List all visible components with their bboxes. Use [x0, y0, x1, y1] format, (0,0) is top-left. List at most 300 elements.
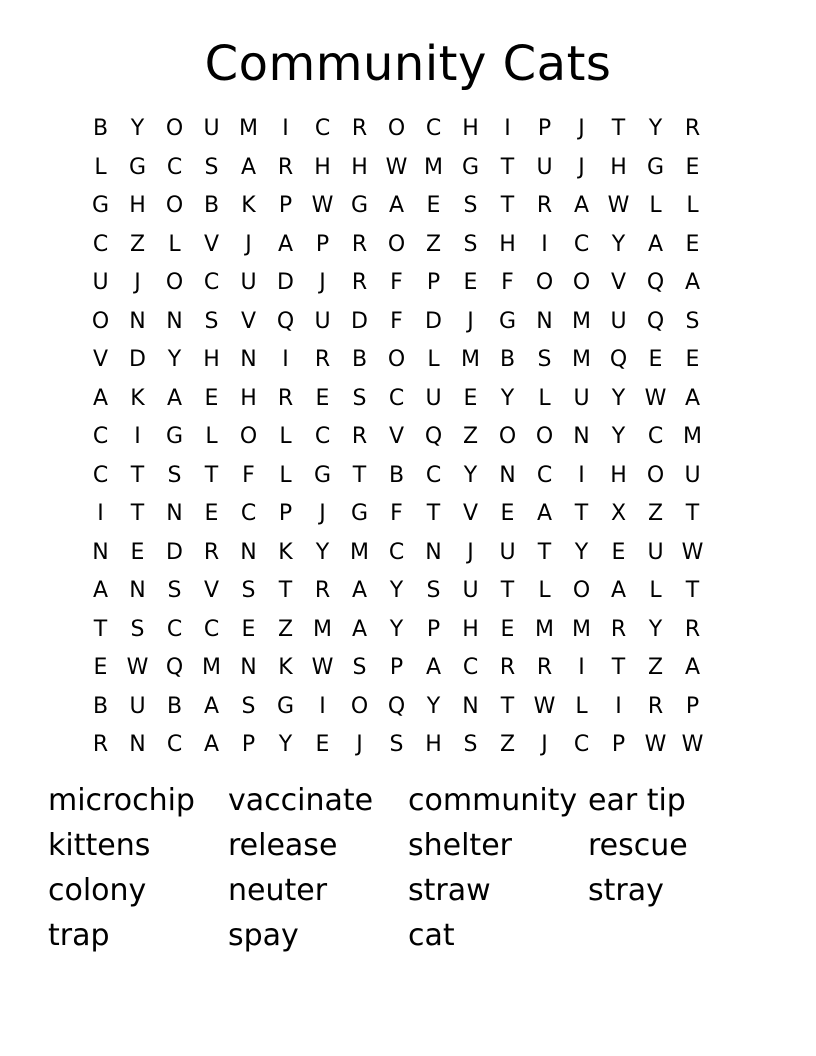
grid-letter: L	[686, 193, 699, 219]
grid-letter: W	[311, 655, 334, 681]
word-list-item: cat	[408, 918, 455, 953]
grid-letter: U	[314, 308, 331, 334]
grid-letter: S	[426, 578, 441, 604]
grid-letter: R	[277, 154, 294, 180]
grid-letter: U	[536, 154, 553, 180]
grid-letter: S	[241, 693, 256, 719]
grid-letter: Y	[648, 116, 663, 142]
grid-letter: F	[242, 462, 255, 488]
grid-row	[82, 380, 748, 419]
grid-letter: C	[388, 539, 405, 565]
grid-letter: O	[165, 116, 184, 142]
grid-letter: W	[644, 732, 667, 758]
grid-letter: U	[610, 308, 627, 334]
grid-letter: R	[647, 693, 664, 719]
grid-letter: N	[573, 424, 590, 450]
grid-letter: Y	[426, 693, 441, 719]
grid-letter: N	[536, 308, 553, 334]
grid-letter: Y	[611, 424, 626, 450]
grid-letter: N	[240, 347, 257, 373]
grid-letter: B	[203, 193, 220, 219]
grid-letter: U	[129, 693, 146, 719]
grid-letter: E	[315, 732, 330, 758]
grid-letter: L	[649, 193, 662, 219]
grid-row	[82, 303, 748, 342]
grid-letter: E	[648, 347, 663, 373]
grid-letter: W	[126, 655, 149, 681]
grid-letter: T	[130, 462, 145, 488]
grid-letter: I	[319, 693, 326, 719]
grid-letter: F	[501, 270, 514, 296]
grid-letter: G	[313, 462, 332, 488]
grid-letter: A	[573, 193, 590, 219]
grid-letter: A	[351, 578, 368, 604]
grid-letter: J	[578, 116, 585, 142]
grid-letter: N	[462, 693, 479, 719]
grid-letter: V	[240, 308, 257, 334]
grid-letter: A	[684, 385, 701, 411]
grid-row	[82, 264, 748, 303]
grid-letter: I	[282, 347, 289, 373]
grid-letter: Y	[611, 385, 626, 411]
grid-letter: Y	[500, 385, 515, 411]
grid-row	[82, 341, 748, 380]
grid-letter: G	[498, 308, 517, 334]
grid-row	[82, 534, 748, 573]
grid-letter: M	[202, 655, 221, 681]
grid-letter: N	[166, 501, 183, 527]
grid-letter: O	[535, 424, 554, 450]
grid-letter: A	[610, 578, 627, 604]
grid-letter: Z	[277, 616, 294, 642]
grid-letter: M	[572, 308, 591, 334]
word-list-item: vaccinate	[228, 783, 374, 818]
grid-letter: R	[536, 655, 553, 681]
grid-letter: M	[572, 347, 591, 373]
grid-letter: C	[203, 270, 220, 296]
grid-letter: I	[578, 655, 585, 681]
grid-letter: I	[134, 424, 141, 450]
word-list-item: trap	[48, 918, 110, 953]
grid-letter: H	[314, 154, 331, 180]
grid-letter: J	[319, 270, 326, 296]
grid-letter: O	[387, 116, 406, 142]
grid-letter: A	[92, 578, 109, 604]
grid-letter: G	[165, 424, 184, 450]
grid-letter: A	[277, 231, 294, 257]
grid-letter: J	[245, 231, 252, 257]
grid-letter: N	[129, 578, 146, 604]
grid-row	[82, 495, 748, 534]
grid-letter: R	[536, 193, 553, 219]
grid-letter: U	[462, 578, 479, 604]
grid-letter: L	[427, 347, 440, 373]
grid-letter: B	[92, 693, 109, 719]
grid-row	[82, 110, 748, 149]
grid-letter: R	[277, 385, 294, 411]
grid-letter: S	[389, 732, 404, 758]
grid-letter: R	[351, 270, 368, 296]
grid-letter: P	[241, 732, 256, 758]
grid-letter: Q	[646, 270, 665, 296]
word-list-item: community	[408, 783, 578, 818]
grid-letter: S	[537, 347, 552, 373]
grid-letter: E	[463, 270, 478, 296]
grid-letter: N	[425, 539, 442, 565]
grid-letter: T	[130, 501, 145, 527]
grid-letter: M	[350, 539, 369, 565]
grid-letter: W	[681, 732, 704, 758]
grid-letter: R	[351, 116, 368, 142]
grid-letter: R	[684, 116, 701, 142]
word-list-item: shelter	[408, 828, 512, 863]
grid-letter: B	[388, 462, 405, 488]
grid-letter: G	[276, 693, 295, 719]
grid-letter: P	[389, 655, 404, 681]
grid-letter: W	[681, 539, 704, 565]
grid-letter: N	[92, 539, 109, 565]
grid-letter: C	[388, 385, 405, 411]
grid-letter: K	[278, 539, 293, 565]
grid-letter: A	[647, 231, 664, 257]
grid-letter: Z	[647, 501, 664, 527]
grid-letter: C	[573, 732, 590, 758]
grid-letter: C	[462, 655, 479, 681]
grid-letter: R	[351, 231, 368, 257]
grid-letter: O	[572, 578, 591, 604]
grid-letter: S	[463, 193, 478, 219]
page-title: Community Cats	[204, 36, 612, 92]
grid-letter: O	[350, 693, 369, 719]
word-list-item: release	[228, 828, 338, 863]
grid-letter: Z	[425, 231, 442, 257]
grid-row	[82, 611, 748, 650]
grid-letter: E	[426, 193, 441, 219]
grid-letter: J	[578, 154, 585, 180]
grid-letter: R	[314, 578, 331, 604]
grid-letter: E	[685, 231, 700, 257]
grid-letter: A	[684, 655, 701, 681]
grid-letter: D	[166, 539, 183, 565]
grid-letter: Y	[130, 116, 145, 142]
grid-letter: A	[203, 732, 220, 758]
grid-letter: Q	[387, 693, 406, 719]
grid-letter: L	[649, 578, 662, 604]
grid-letter: Z	[647, 655, 664, 681]
grid-letter: H	[240, 385, 257, 411]
grid-letter: U	[425, 385, 442, 411]
grid-letter: M	[424, 154, 443, 180]
grid-letter: U	[240, 270, 257, 296]
grid-letter: S	[685, 308, 700, 334]
grid-letter: V	[388, 424, 405, 450]
grid-letter: R	[684, 616, 701, 642]
grid-letter: F	[390, 270, 403, 296]
grid-letter: O	[646, 462, 665, 488]
grid-letter: M	[313, 616, 332, 642]
grid-letter: D	[129, 347, 146, 373]
word-list-item: neuter	[228, 873, 328, 908]
word-list-item: stray	[588, 873, 664, 908]
grid-letter: E	[500, 501, 515, 527]
grid-letter: T	[500, 154, 515, 180]
word-list	[48, 778, 768, 958]
grid-letter: Z	[129, 231, 146, 257]
grid-letter: O	[165, 193, 184, 219]
grid-letter: Z	[499, 732, 516, 758]
grid-letter: I	[97, 501, 104, 527]
grid-letter: E	[241, 616, 256, 642]
word-list-item: kittens	[48, 828, 151, 863]
grid-letter: M	[572, 616, 591, 642]
grid-letter: M	[239, 116, 258, 142]
grid-letter: N	[129, 308, 146, 334]
grid-letter: A	[425, 655, 442, 681]
grid-letter: A	[166, 385, 183, 411]
grid-row	[82, 149, 748, 188]
word-list-item: straw	[408, 873, 491, 908]
grid-letter: Q	[165, 655, 184, 681]
grid-letter: T	[352, 462, 367, 488]
grid-letter: C	[314, 424, 331, 450]
grid-letter: H	[610, 154, 627, 180]
grid-letter: T	[611, 655, 626, 681]
grid-letter: G	[350, 501, 369, 527]
grid-letter: K	[241, 193, 256, 219]
grid-letter: U	[573, 385, 590, 411]
grid-letter: T	[500, 193, 515, 219]
grid-letter: J	[467, 539, 474, 565]
grid-letter: I	[282, 116, 289, 142]
grid-letter: C	[425, 116, 442, 142]
grid-letter: S	[204, 308, 219, 334]
grid-letter: G	[646, 154, 665, 180]
grid-letter: X	[610, 501, 627, 527]
grid-letter: S	[463, 231, 478, 257]
grid-row	[82, 457, 748, 496]
grid-letter: C	[203, 616, 220, 642]
grid-letter: O	[165, 270, 184, 296]
grid-letter: Y	[389, 578, 404, 604]
grid-letter: E	[611, 539, 626, 565]
grid-letter: T	[537, 539, 552, 565]
grid-letter: B	[92, 116, 109, 142]
grid-letter: C	[166, 154, 183, 180]
grid-letter: I	[504, 116, 511, 142]
grid-letter: T	[426, 501, 441, 527]
grid-letter: H	[425, 732, 442, 758]
grid-letter: T	[685, 501, 700, 527]
grid-letter: O	[387, 347, 406, 373]
grid-letter: V	[203, 578, 220, 604]
grid-letter: P	[278, 193, 293, 219]
grid-letter: Q	[276, 308, 295, 334]
grid-letter: K	[278, 655, 293, 681]
grid-letter: N	[240, 655, 257, 681]
grid-letter: D	[425, 308, 442, 334]
grid-letter: T	[278, 578, 293, 604]
grid-letter: P	[315, 231, 330, 257]
grid-letter: E	[463, 385, 478, 411]
grid-letter: P	[611, 732, 626, 758]
grid-letter: F	[390, 308, 403, 334]
grid-letter: S	[130, 616, 145, 642]
grid-letter: O	[239, 424, 258, 450]
grid-letter: S	[204, 154, 219, 180]
grid-letter: V	[92, 347, 109, 373]
grid-letter: P	[685, 693, 700, 719]
grid-letter: R	[203, 539, 220, 565]
word-list-item: colony	[48, 873, 147, 908]
grid-letter: S	[463, 732, 478, 758]
grid-letter: C	[166, 732, 183, 758]
grid-letter: O	[91, 308, 110, 334]
grid-letter: R	[610, 616, 627, 642]
grid-letter: H	[351, 154, 368, 180]
grid-letter: W	[533, 693, 556, 719]
grid-letter: N	[240, 539, 257, 565]
grid-letter: T	[204, 462, 219, 488]
grid-letter: S	[352, 385, 367, 411]
grid-letter: U	[499, 539, 516, 565]
grid-letter: G	[91, 193, 110, 219]
grid-letter: T	[500, 693, 515, 719]
grid-letter: I	[615, 693, 622, 719]
grid-letter: B	[166, 693, 183, 719]
grid-letter: C	[314, 116, 331, 142]
grid-letter: E	[315, 385, 330, 411]
word-list-item: spay	[228, 918, 299, 953]
grid-letter: E	[204, 501, 219, 527]
grid-letter: J	[541, 732, 548, 758]
grid-letter: E	[93, 655, 108, 681]
grid-letter: R	[314, 347, 331, 373]
word-list-item: microchip	[48, 783, 195, 818]
grid-letter: D	[351, 308, 368, 334]
grid-letter: R	[351, 424, 368, 450]
grid-letter: W	[385, 154, 408, 180]
grid-letter: V	[203, 231, 220, 257]
grid-letter: G	[350, 193, 369, 219]
grid-letter: C	[647, 424, 664, 450]
grid-letter: N	[499, 462, 516, 488]
grid-row	[82, 226, 748, 265]
grid-letter: J	[319, 501, 326, 527]
grid-letter: L	[168, 231, 181, 257]
grid-letter: C	[425, 462, 442, 488]
grid-letter: H	[462, 116, 479, 142]
grid-letter: O	[535, 270, 554, 296]
grid-letter: L	[205, 424, 218, 450]
grid-letter: K	[130, 385, 145, 411]
grid-letter: Q	[646, 308, 665, 334]
grid-letter: Y	[315, 539, 330, 565]
grid-letter: M	[535, 616, 554, 642]
grid-letter: C	[92, 424, 109, 450]
grid-letter: O	[498, 424, 517, 450]
grid-letter: G	[461, 154, 480, 180]
grid-letter: L	[94, 154, 107, 180]
grid-letter: O	[387, 231, 406, 257]
grid-letter: C	[92, 231, 109, 257]
grid-letter: H	[499, 231, 516, 257]
grid-letter: P	[537, 116, 552, 142]
grid-letter: I	[578, 462, 585, 488]
grid-letter: G	[128, 154, 147, 180]
grid-letter: W	[311, 193, 334, 219]
grid-letter: E	[204, 385, 219, 411]
grid-letter: T	[93, 616, 108, 642]
grid-letter: E	[130, 539, 145, 565]
grid-letter: L	[279, 462, 292, 488]
grid-letter: S	[241, 578, 256, 604]
grid-letter: Y	[463, 462, 478, 488]
grid-letter: E	[685, 154, 700, 180]
grid-letter: Y	[278, 732, 293, 758]
word-list-item: ear tip	[588, 783, 686, 818]
grid-letter: A	[536, 501, 553, 527]
grid-letter: L	[538, 578, 551, 604]
grid-letter: V	[462, 501, 479, 527]
grid-letter: A	[388, 193, 405, 219]
grid-letter: Z	[462, 424, 479, 450]
grid-letter: C	[536, 462, 553, 488]
word-list-item: rescue	[588, 828, 688, 863]
grid-letter: M	[683, 424, 702, 450]
grid-letter: B	[499, 347, 516, 373]
grid-letter: F	[390, 501, 403, 527]
grid-letter: H	[462, 616, 479, 642]
grid-row	[82, 418, 748, 457]
grid-letter: A	[240, 154, 257, 180]
grid-letter: H	[203, 347, 220, 373]
grid-letter: T	[611, 116, 626, 142]
grid-letter: Q	[424, 424, 443, 450]
grid-letter: Q	[609, 347, 628, 373]
grid-letter: A	[203, 693, 220, 719]
grid-letter: A	[684, 270, 701, 296]
grid-letter: C	[240, 501, 257, 527]
grid-letter: D	[277, 270, 294, 296]
grid-letter: U	[92, 270, 109, 296]
grid-letter: L	[575, 693, 588, 719]
grid-letter: J	[467, 308, 474, 334]
grid-letter: S	[167, 578, 182, 604]
grid-letter: P	[278, 501, 293, 527]
grid-letter: T	[574, 501, 589, 527]
grid-letter: U	[203, 116, 220, 142]
grid-letter: A	[351, 616, 368, 642]
grid-letter: L	[538, 385, 551, 411]
grid-letter: C	[573, 231, 590, 257]
grid-letter: Y	[574, 539, 589, 565]
grid-letter: A	[92, 385, 109, 411]
grid-letter: W	[644, 385, 667, 411]
grid-letter: W	[607, 193, 630, 219]
grid-letter: E	[500, 616, 515, 642]
grid-letter: R	[499, 655, 516, 681]
grid-letter: C	[92, 462, 109, 488]
grid-letter: T	[500, 578, 515, 604]
grid-letter: M	[461, 347, 480, 373]
grid-row	[82, 688, 748, 727]
grid-letter: P	[426, 616, 441, 642]
grid-row	[82, 649, 748, 688]
grid-letter: I	[541, 231, 548, 257]
grid-row	[82, 572, 748, 611]
grid-letter: C	[166, 616, 183, 642]
grid-letter: U	[684, 462, 701, 488]
